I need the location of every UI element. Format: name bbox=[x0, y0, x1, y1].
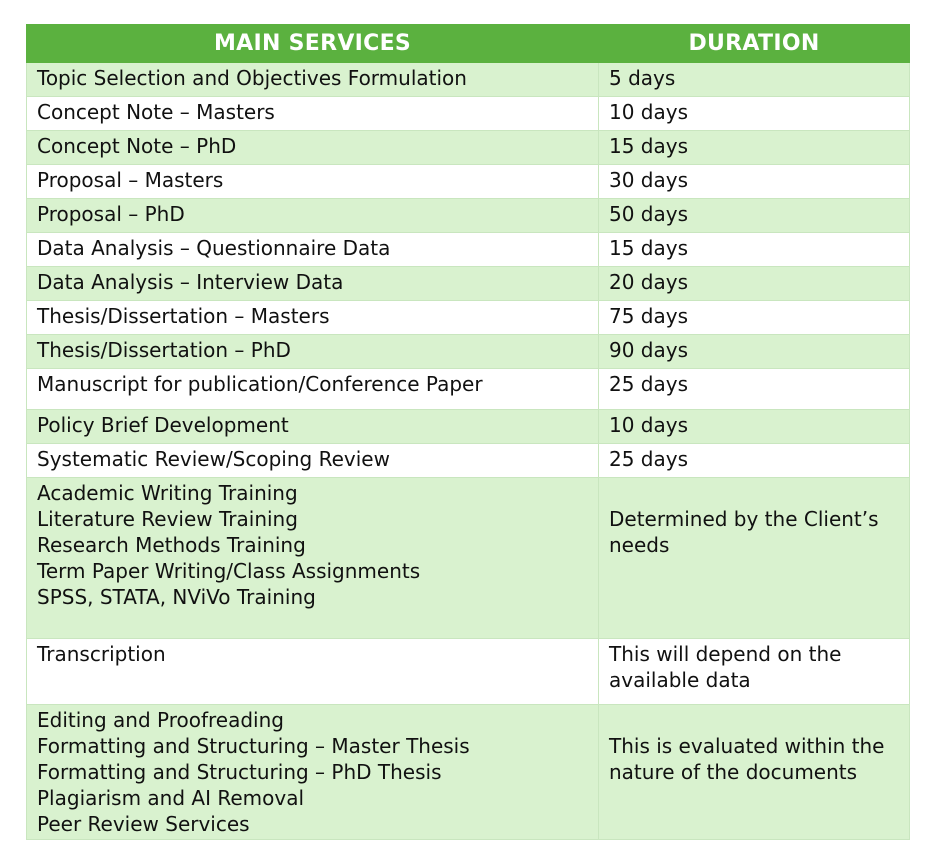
service-cell bbox=[27, 267, 599, 301]
duration-cell bbox=[599, 705, 910, 840]
duration-cell bbox=[599, 478, 910, 639]
service-name: Formatting and Structuring – PhD Thesis bbox=[37, 760, 442, 784]
duration-value: 5 days bbox=[609, 66, 676, 90]
service-cell bbox=[27, 131, 599, 165]
duration-value: This is evaluated within the bbox=[609, 734, 885, 758]
table-row bbox=[27, 478, 910, 639]
service-name: Peer Review Services bbox=[37, 812, 250, 836]
duration-value: nature of the documents bbox=[609, 760, 858, 784]
table-row bbox=[27, 97, 910, 131]
service-cell bbox=[27, 301, 599, 335]
service-cell bbox=[27, 705, 599, 840]
service-name: Plagiarism and AI Removal bbox=[37, 786, 305, 810]
service-name: Proposal – Masters bbox=[37, 168, 224, 192]
duration-cell bbox=[599, 301, 910, 335]
service-name: Policy Brief Development bbox=[37, 413, 289, 437]
service-name: Thesis/Dissertation – PhD bbox=[37, 338, 291, 362]
service-cell bbox=[27, 165, 599, 199]
services-duration-table bbox=[26, 24, 910, 840]
table-row bbox=[27, 199, 910, 233]
service-cell bbox=[27, 63, 599, 97]
table-row bbox=[27, 639, 910, 705]
duration-cell bbox=[599, 410, 910, 444]
duration-value: needs bbox=[609, 533, 670, 557]
duration-value: 10 days bbox=[609, 100, 689, 124]
service-cell bbox=[27, 233, 599, 267]
table-row bbox=[27, 369, 910, 410]
service-cell bbox=[27, 199, 599, 233]
table-row bbox=[27, 63, 910, 97]
duration-value: 75 days bbox=[609, 304, 689, 328]
duration-cell bbox=[599, 369, 910, 410]
service-name: Data Analysis – Interview Data bbox=[37, 270, 344, 294]
service-name: Data Analysis – Questionnaire Data bbox=[37, 236, 391, 260]
duration-value: 25 days bbox=[609, 372, 689, 396]
duration-value: 25 days bbox=[609, 447, 689, 471]
service-name: Literature Review Training bbox=[37, 507, 298, 531]
duration-cell bbox=[599, 97, 910, 131]
header-duration: DURATION bbox=[599, 25, 910, 63]
service-name: Manuscript for publication/Conference Paper bbox=[37, 372, 483, 396]
service-name: Concept Note – PhD bbox=[37, 134, 237, 158]
table-row bbox=[27, 301, 910, 335]
table-row bbox=[27, 131, 910, 165]
duration-value: 15 days bbox=[609, 236, 689, 260]
table-row bbox=[27, 335, 910, 369]
service-name: Transcription bbox=[37, 642, 166, 666]
service-name: Topic Selection and Objectives Formulation bbox=[37, 66, 467, 90]
duration-value: 90 days bbox=[609, 338, 689, 362]
service-name: Concept Note – Masters bbox=[37, 100, 275, 124]
service-cell bbox=[27, 335, 599, 369]
table-row bbox=[27, 444, 910, 478]
service-name: SPSS, STATA, NViVo Training bbox=[37, 585, 316, 609]
service-name: Academic Writing Training bbox=[37, 481, 298, 505]
header-main-services: MAIN SERVICES bbox=[27, 25, 599, 63]
duration-value: 50 days bbox=[609, 202, 689, 226]
duration-cell bbox=[599, 335, 910, 369]
duration-value: 15 days bbox=[609, 134, 689, 158]
duration-cell bbox=[599, 444, 910, 478]
service-name: Thesis/Dissertation – Masters bbox=[37, 304, 330, 328]
table-row bbox=[27, 410, 910, 444]
duration-cell bbox=[599, 233, 910, 267]
service-cell bbox=[27, 444, 599, 478]
service-cell bbox=[27, 97, 599, 131]
service-name: Systematic Review/Scoping Review bbox=[37, 447, 390, 471]
duration-cell bbox=[599, 63, 910, 97]
service-cell bbox=[27, 369, 599, 410]
service-name: Research Methods Training bbox=[37, 533, 306, 557]
duration-cell bbox=[599, 639, 910, 705]
table-row bbox=[27, 705, 910, 840]
table-header-row bbox=[27, 25, 910, 63]
table-row bbox=[27, 233, 910, 267]
duration-value: 10 days bbox=[609, 413, 689, 437]
duration-value: 20 days bbox=[609, 270, 689, 294]
service-name: Editing and Proofreading bbox=[37, 708, 284, 732]
service-name: Formatting and Structuring – Master Thesis bbox=[37, 734, 470, 758]
service-cell bbox=[27, 639, 599, 705]
duration-value: Determined by the Client’s bbox=[609, 507, 879, 531]
duration-value: available data bbox=[609, 668, 751, 692]
duration-value: This will depend on the bbox=[609, 642, 842, 666]
service-name: Term Paper Writing/Class Assignments bbox=[37, 559, 421, 583]
duration-value: 30 days bbox=[609, 168, 689, 192]
service-cell bbox=[27, 478, 599, 639]
service-cell bbox=[27, 410, 599, 444]
duration-cell bbox=[599, 131, 910, 165]
duration-cell bbox=[599, 199, 910, 233]
service-name: Proposal – PhD bbox=[37, 202, 185, 226]
table-row bbox=[27, 165, 910, 199]
table-row bbox=[27, 267, 910, 301]
duration-cell bbox=[599, 165, 910, 199]
duration-cell bbox=[599, 267, 910, 301]
